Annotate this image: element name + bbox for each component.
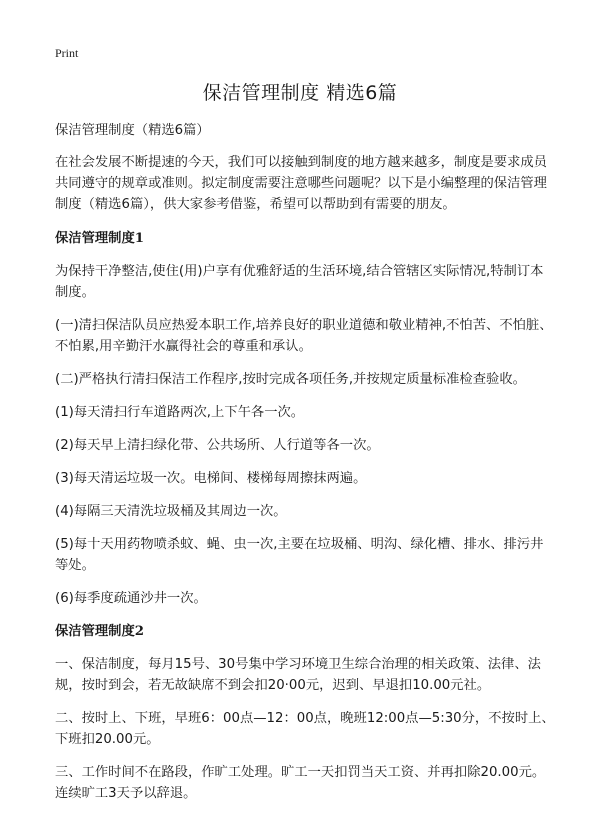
section-1-heading: 保洁管理制度1: [55, 231, 145, 246]
page-title: 保洁管理制度 精选6篇: [202, 82, 398, 104]
section-1-paragraph: (2)每天早上清扫绿化带、公共场所、人行道等各一次。: [55, 438, 380, 453]
section-1-paragraph: (1)每天清扫行车道路两次,上下午各一次。: [55, 405, 305, 420]
section-1-paragraph: (5)每十天用药物喷杀蚊、蝇、虫一次,主要在垃圾桶、明沟、绿化槽、排水、排污井等处。: [55, 537, 544, 573]
section-1-paragraph: 为保持干净整洁,使住(用)户享有优雅舒适的生活环境,结合管辖区实际情况,特制订本制度。: [55, 264, 544, 300]
section-1-paragraph: (4)每隔三天清洗垃圾桶及其周边一次。: [55, 504, 287, 519]
section-2-paragraph: 三、工作时间不在路段，作旷工处理。旷工一天扣罚当天工资、并再扣除20.00元。连续旷工3天予以辞退。: [55, 765, 546, 801]
section-2: [55, 621, 555, 804]
document-subtitle: 保洁管理制度（精选6篇）: [55, 123, 210, 138]
section-2-paragraph: 二、按时上、下班，早班6：00点—12：00点，晚班12:00点—5:30分，不按时上、下班扣20.00元。: [55, 711, 555, 747]
intro-paragraph: 在社会发展不断提速的今天，我们可以接触到制度的地方越来越多，制度是要求成员共同遵守的规章或准则。拟定制度需要注意哪些问题呢？以下是小编整理的保洁管理制度（精选6篇），供大家参考借鉴，希望可以帮助到有需要的朋友。: [55, 155, 547, 212]
section-1-paragraph: (6)每季度疏通沙井一次。: [55, 591, 207, 606]
print-link[interactable]: Print: [55, 46, 79, 60]
section-1: [55, 228, 555, 609]
document-body: [55, 120, 555, 816]
section-1-paragraph: (二)严格执行清扫保洁工作程序,按时完成各项任务,并按规定质量标准检查验收。: [55, 372, 526, 387]
section-1-paragraph: (3)每天清运垃圾一次。电梯间、楼梯每周擦抹两遍。: [55, 471, 367, 486]
section-2-paragraph: 一、保洁制度，每月15号、30号集中学习环境卫生综合治理的相关政策、法律、法规，按时到会，若无故缺席不到会扣20·00元，迟到、早退扣10.00元社。: [55, 657, 541, 693]
section-1-paragraph: (一)清扫保洁队员应热爱本职工作,培养良好的职业道德和敬业精神,不怕苦、不怕脏、不怕累,用辛勤汗水赢得社会的尊重和承认。: [55, 318, 553, 354]
section-2-heading: 保洁管理制度2: [55, 624, 145, 639]
